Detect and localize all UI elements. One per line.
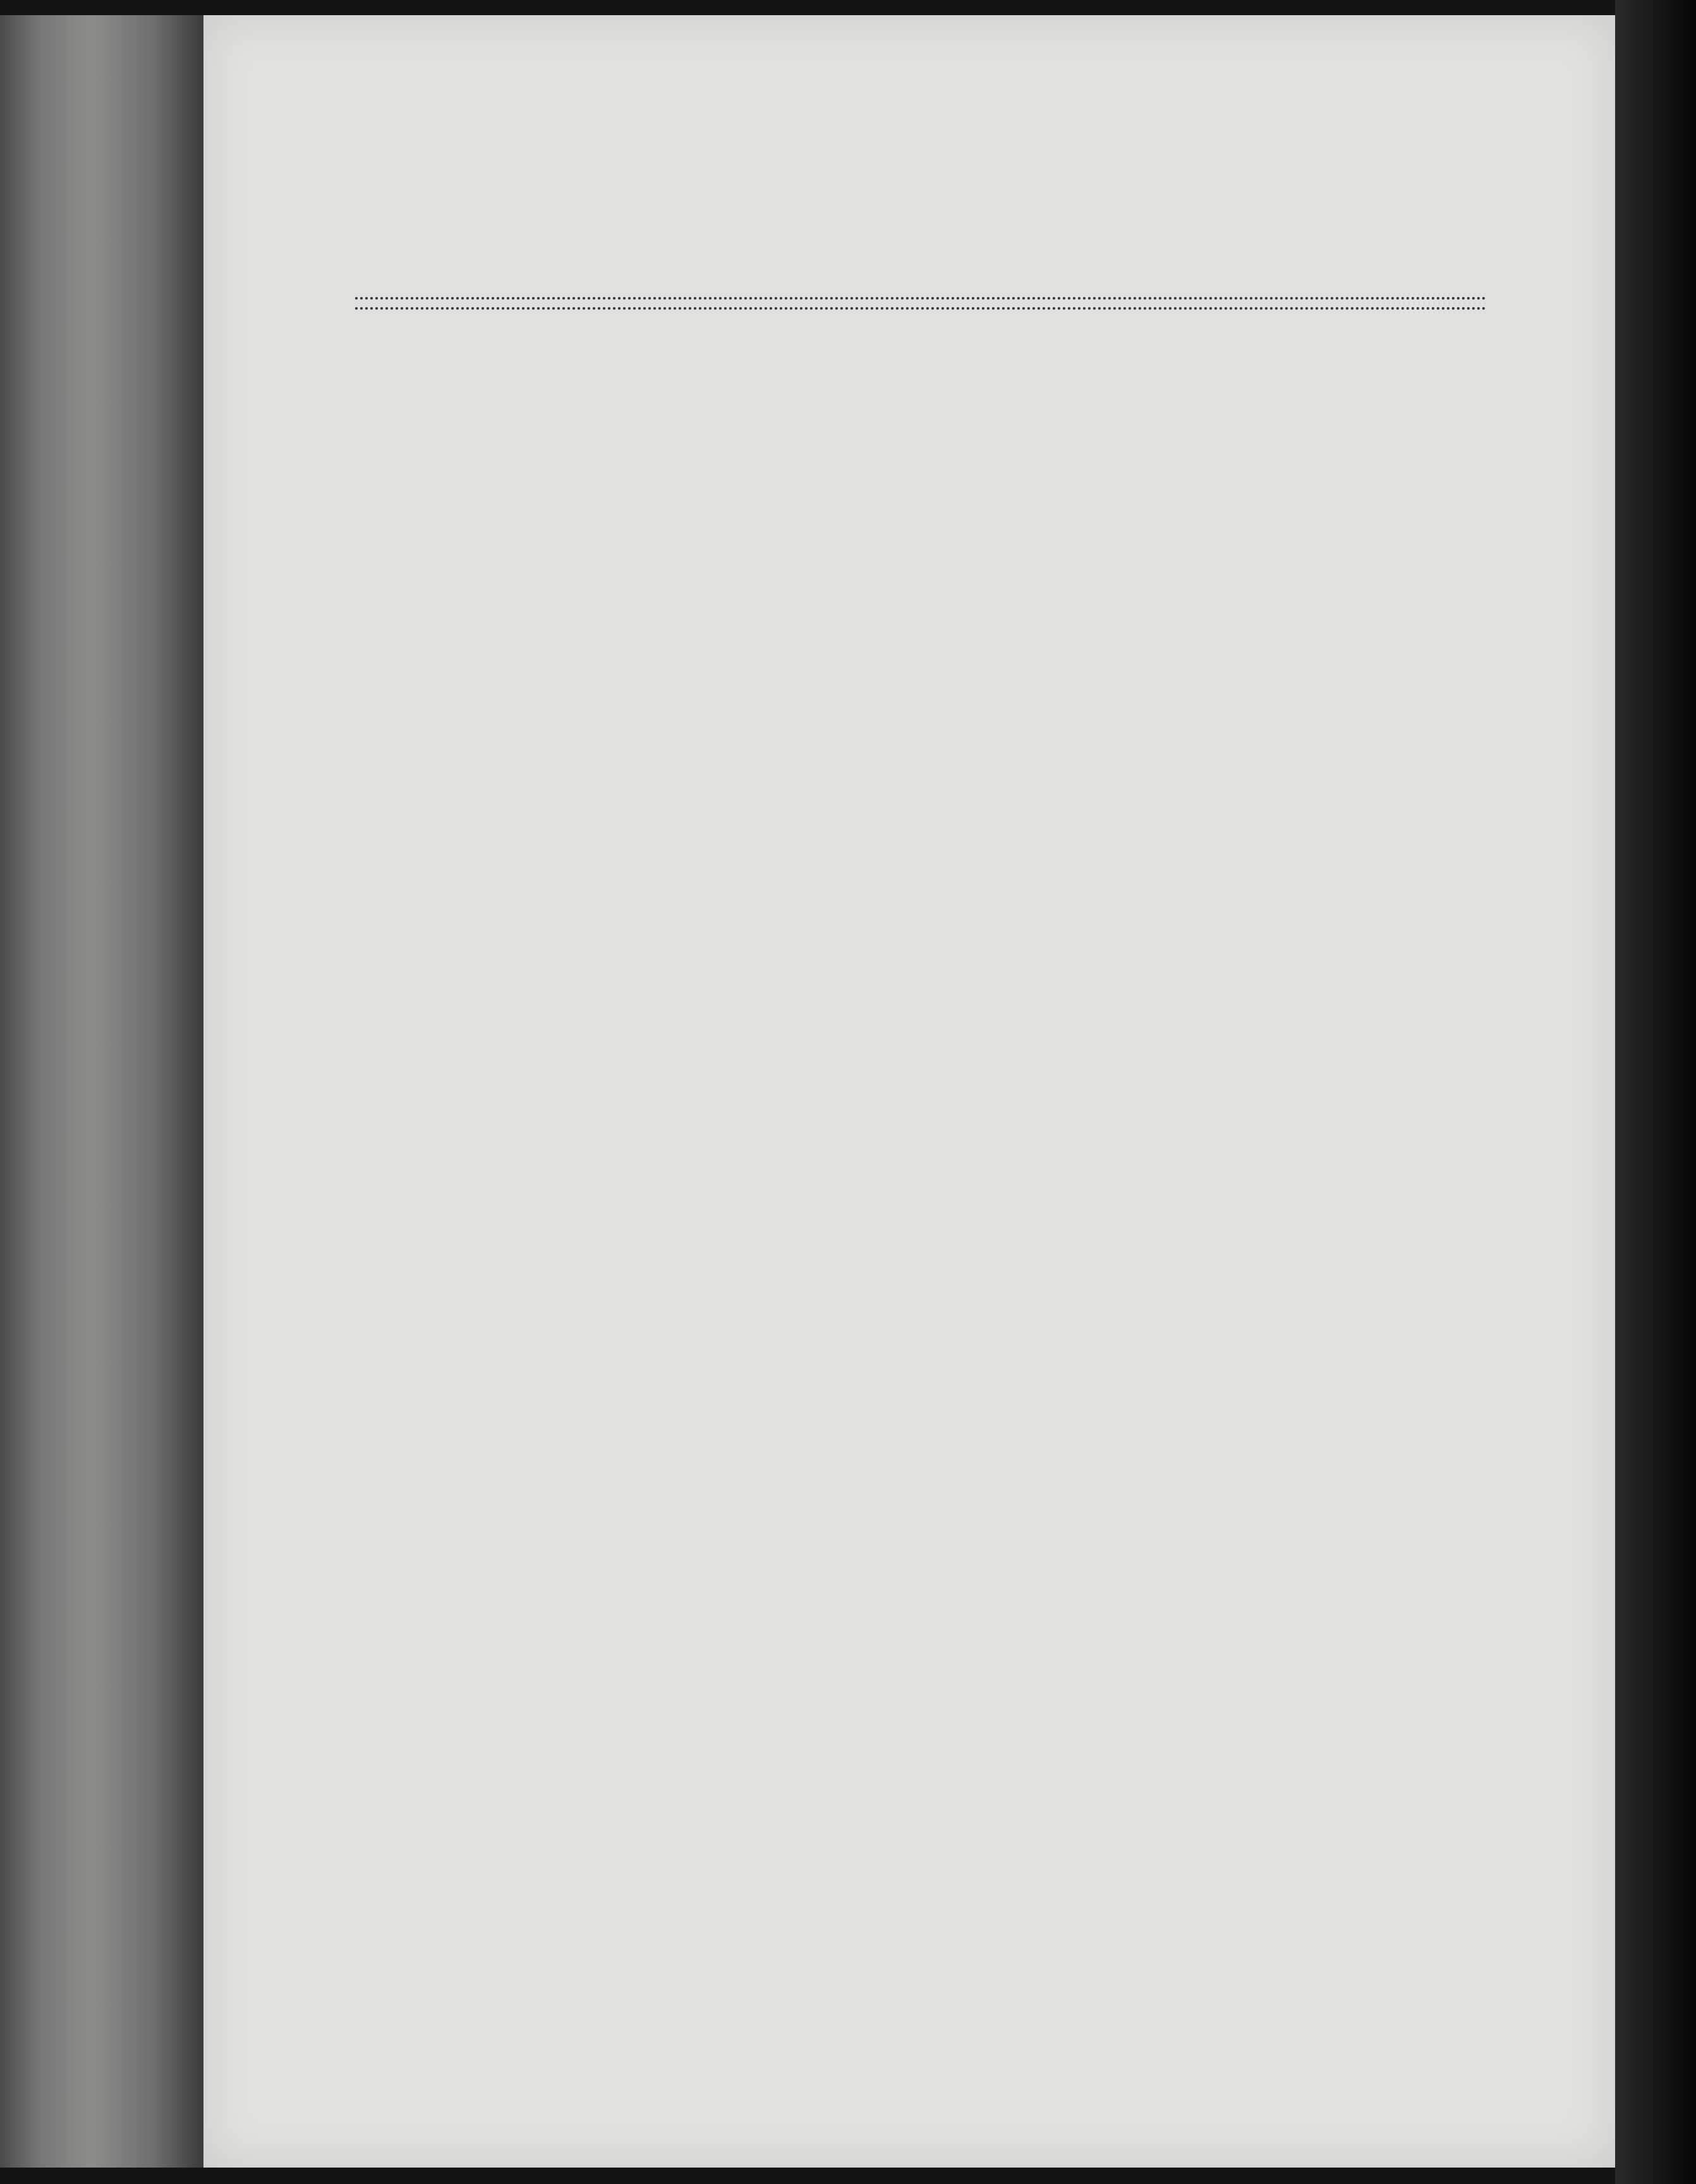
voter-row: [363, 1007, 1622, 1034]
dotted-rule: [355, 297, 1486, 310]
voter-row: [370, 1514, 1627, 1541]
voter-row: [354, 501, 1616, 528]
voter-row: [365, 1194, 1624, 1221]
voter-row: [355, 554, 1617, 581]
voter-row: [360, 822, 1620, 848]
voter-row: [375, 1835, 1631, 1862]
voter-row: [376, 1862, 1631, 1888]
voter-row: [377, 1941, 1632, 1968]
voter-row: [372, 1622, 1628, 1648]
voter-row: [371, 1541, 1628, 1567]
voter-row: [358, 768, 1619, 795]
voter-row: [373, 1701, 1630, 1728]
voter-row: [356, 607, 1617, 634]
voter-row: [368, 1381, 1626, 1408]
voter-row: [366, 1221, 1624, 1247]
voter-row: [377, 1915, 1632, 1941]
voter-row: [364, 1113, 1623, 1140]
voter-row: [370, 1461, 1627, 1488]
voter-row: [360, 875, 1620, 901]
voter-row: [364, 1087, 1623, 1113]
voter-row: [358, 715, 1618, 742]
voter-row: [363, 1034, 1622, 1060]
voter-row: [354, 475, 1616, 501]
voter-row: [366, 1275, 1625, 1302]
voter-row: [369, 1408, 1626, 1435]
voter-row: [358, 742, 1619, 768]
voter-row: [354, 528, 1616, 554]
document-page: [203, 15, 1615, 2168]
voter-row: [356, 635, 1618, 662]
voter-row: [359, 795, 1620, 822]
voter-row: [373, 1648, 1629, 1675]
voter-row: [357, 689, 1618, 715]
voter-row: [363, 1060, 1623, 1087]
voter-row: [367, 1302, 1625, 1328]
voter-row: [375, 1809, 1631, 1835]
voter-row: [361, 928, 1621, 954]
voter-row: [353, 394, 1615, 421]
voter-row: [375, 1782, 1630, 1809]
voter-row: [361, 954, 1621, 981]
voter-row: [361, 901, 1621, 928]
binding-shadow: [0, 15, 203, 2168]
voter-row: [356, 581, 1618, 607]
voter-row: [369, 1435, 1626, 1461]
voter-row: [368, 1355, 1625, 1381]
voter-row: [373, 1675, 1629, 1701]
voter-row: [370, 1488, 1627, 1514]
voter-row: [368, 1328, 1626, 1355]
voter-row: [372, 1595, 1628, 1622]
voter-row: [353, 448, 1616, 475]
voter-row: [360, 848, 1620, 875]
voter-row: [362, 981, 1621, 1007]
voter-row: [365, 1140, 1623, 1167]
voter-row: [377, 1888, 1632, 1915]
voter-row: [353, 422, 1616, 448]
voter-row: [374, 1756, 1630, 1782]
